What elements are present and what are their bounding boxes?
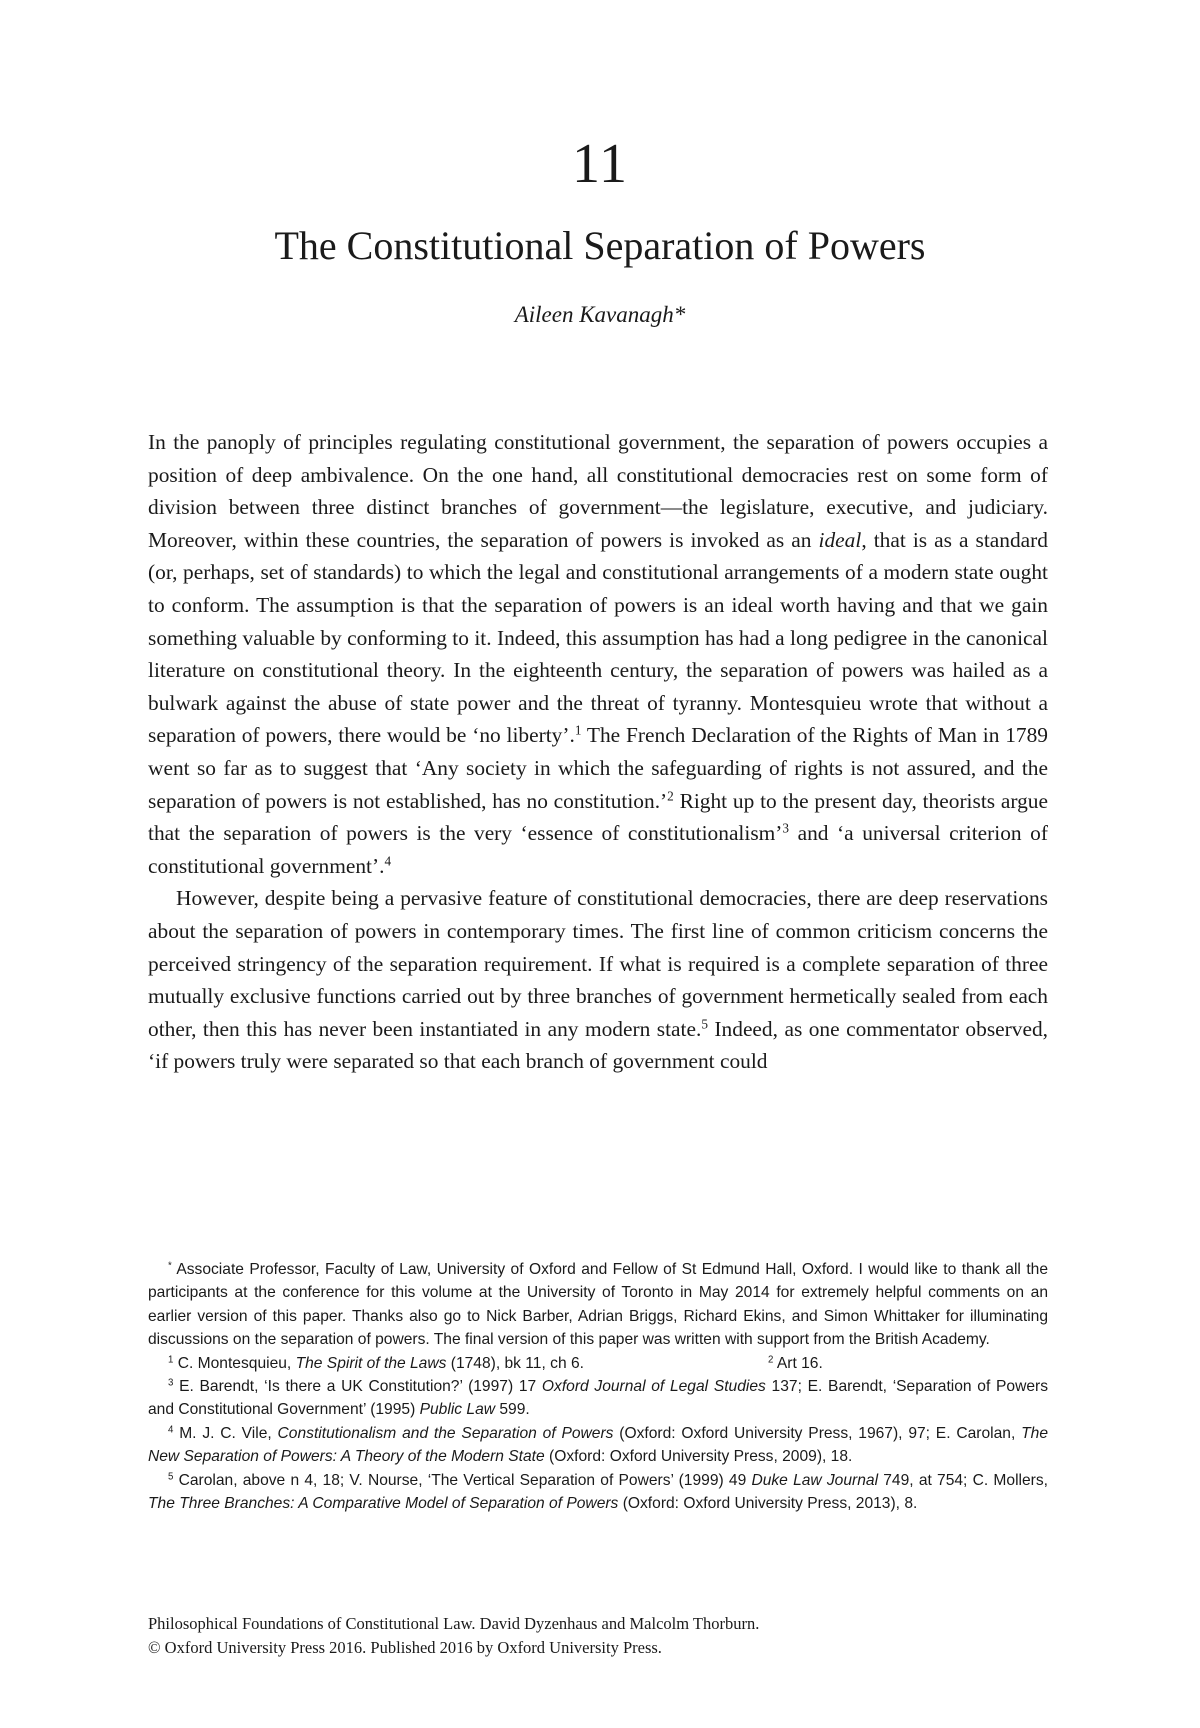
footnote-ref-4[interactable]: 4 [384,853,392,869]
footnote-mark: 4 [168,1424,174,1436]
emphasis-ideal: ideal [818,527,862,552]
copyright-imprint [148,1612,1048,1660]
footnote-ref-5[interactable]: 5 [701,1016,708,1032]
footnote-text: (Oxford: Oxford University Press, 1967), 97; E. Carolan, [613,1424,1022,1442]
text-run: In the panoply of principles regulating constitutional government, the separation of powers occupies a position of deep ambivalence. On the one hand, all constitutional democracies rest on some form of division between three distinct branches of government—the legislature, executive, and judiciary. Moreover, within these countries, the separation of powers is invoked as an [148,430,1048,552]
footnote-journal: Oxford Journal of Legal Studies [541,1378,766,1396]
footnote-text: C. Montesquieu, [173,1354,296,1372]
footnote-text: 137; E. Barendt, ‘Separation of Powers and Constitutional Government’ (1995) [148,1378,1048,1419]
footnote-author [148,1258,1048,1352]
footnote-title: Constitutionalism and the Separation of Powers [277,1424,614,1442]
footnote-mark: * [168,1260,172,1272]
footnote-title: The New Separation of Powers: A Theory of the Modern State [148,1424,1048,1466]
footnote-text: E. Barendt, ‘Is there a UK Constitution?’ (1997) 17 [173,1378,542,1396]
text-run: However, despite being a pervasive feature of constitutional democracies, there are deep reservations about the separation of powers in contemporary times. The first line of common criticism concerns the perceived stringency of the separation requirement. If what is required is a complete separation of three mutually exclusive functions carried out by three branches of government hermetically sealed from each other, then this has never been instantiated in any modern state. [148,886,1048,1041]
footnote-ref-1[interactable]: 1 [574,723,582,739]
footnote-text: Carolan, above n 4, 18; V. Nourse, ‘The Vertical Separation of Powers’ (1999) 49 [173,1471,752,1489]
footnote-text: 599. [495,1401,530,1419]
footnote-mark: 2 [768,1354,774,1366]
footnote-text: Art 16. [773,1354,823,1372]
footnote-journal: Duke Law Journal [751,1471,879,1489]
footnote-3 [148,1375,1048,1422]
footnote-ref-3[interactable]: 3 [782,820,790,836]
imprint-line-1: Philosophical Foundations of Constitutional Law. David Dyzenhaus and Malcolm Thorburn. [148,1614,760,1633]
text-run: Right up to the present day, theorists argue that the separation of powers is the very ‘essence of constitutionalism’ [148,788,1048,846]
chapter-title: The Constitutional Separation of Powers [274,223,926,268]
footnote-text: (1748), bk 11, ch 6. [446,1354,584,1372]
footnote-text: (Oxford: Oxford University Press, 2009), 18. [544,1448,853,1466]
text-run: Indeed, as one commentator observed, ‘if powers truly were separated so that each branch of government could [148,1016,1048,1074]
footnotes [148,1258,1048,1515]
author-name: Aileen Kavanagh* [514,302,686,327]
footnote-text: M. J. C. Vile, [173,1424,278,1442]
paragraph-1 [148,426,1048,882]
footnote-4 [148,1422,1048,1469]
body-text [148,426,1048,1078]
text-run: , that is as a standard (or, perhaps, set of standards) to which the legal and constitutional arrangements of a modern state ought to conform. The assumption is that the separation of powers is an ideal worth having and that we gain something valuable by conforming to it. Indeed, this assumption has had a long pedigree in the canonical literature on constitutional theory. In the eighteenth century, the separation of powers was hailed as a bulwark against the abuse of state power and the threat of tyranny. Montesquieu wrote that without a separation of powers, there would be ‘no liberty’. [148,527,1048,748]
footnote-1 [148,1352,748,1375]
footnote-text: 749, at 754; C. Mollers, [878,1471,1048,1489]
footnote-mark: 5 [168,1471,174,1483]
footnote-mark: 1 [168,1354,174,1366]
text-run: The French Declaration of the Rights of Man in 1789 went so far as to suggest that ‘Any society in which the safeguarding of rights is not assured, and the separation of powers is not established, has no constitution.’ [148,723,1048,813]
footnote-journal: Public Law [419,1401,496,1419]
text-run: and ‘a universal criterion of constitutional government’. [148,821,1048,878]
footnote-title: The Three Branches: A Comparative Model of Separation of Powers [148,1495,619,1513]
footnote-title: The Spirit of the Laws [295,1354,447,1372]
footnote-mark: 3 [168,1377,174,1389]
imprint-line-2: © Oxford University Press 2016. Published 2016 by Oxford University Press. [148,1638,662,1657]
footnote-pair [148,1352,1048,1375]
footnote-text: Associate Professor, Faculty of Law, University of Oxford and Fellow of St Edmund Hall, Oxford. I would like to thank all the participants at the conference for this volume at the University of Toronto in May 2014 for extremely helpful comments on an earlier version of this paper. Thanks also go to Nick Barber, Adrian Briggs, Richard Ekins, and Simon Whittaker for illuminating discussions on the separation of powers. The final version of this paper was written with support from the British Academy. [148,1261,1048,1349]
paragraph-2 [148,882,1048,1078]
footnote-2 [748,1352,823,1375]
footnote-5 [148,1469,1048,1516]
footnote-ref-2[interactable]: 2 [667,788,674,804]
footnote-text: (Oxford: Oxford University Press, 2013), 8. [618,1495,918,1513]
chapter-number: 11 [572,133,628,195]
